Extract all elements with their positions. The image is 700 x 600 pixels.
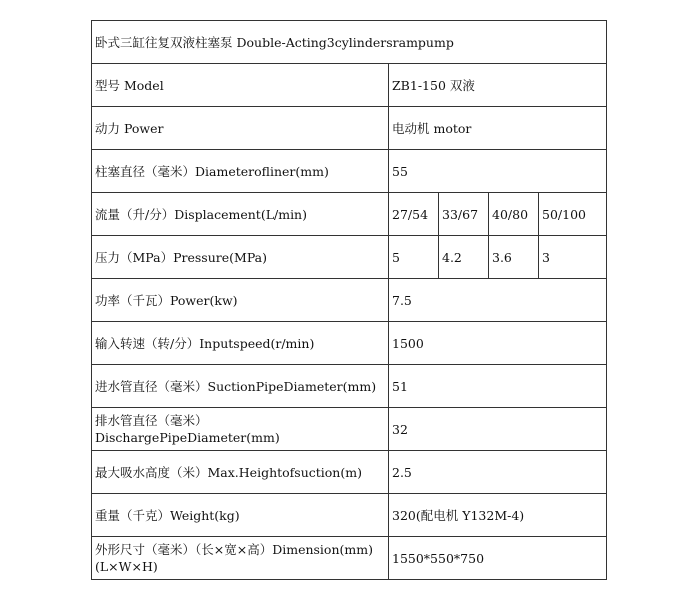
row-value-suction-pipe: 51 xyxy=(389,365,607,408)
row-label-displacement: 流量（升/分）Displacement(L/min) xyxy=(92,193,389,236)
pressure-value-1: 5 xyxy=(389,236,439,279)
table-row xyxy=(92,451,607,494)
row-value-suction-height: 2.5 xyxy=(389,451,607,494)
row-label-input-speed: 输入转速（转/分）Inputspeed(r/min) xyxy=(92,322,389,365)
row-label-plunger-diameter: 柱塞直径（毫米）Diameterofliner(mm) xyxy=(92,150,389,193)
pressure-value-3: 3.6 xyxy=(489,236,539,279)
row-value-plunger-diameter: 55 xyxy=(389,150,607,193)
row-label-suction-height: 最大吸水高度（米）Max.Heightofsuction(m) xyxy=(92,451,389,494)
displacement-value-4: 50/100 xyxy=(539,193,607,236)
row-value-weight: 320(配电机 Y132M-4) xyxy=(389,494,607,537)
row-label-weight: 重量（千克）Weight(kg) xyxy=(92,494,389,537)
row-value-power: 7.5 xyxy=(389,279,607,322)
table-row xyxy=(92,537,607,580)
displacement-value-1: 27/54 xyxy=(389,193,439,236)
row-label-dimensions: 外形尺寸（毫米）（长×宽×高）Dimension(mm)(L×W×H) xyxy=(92,537,389,580)
table-row xyxy=(92,279,607,322)
pressure-value-2: 4.2 xyxy=(439,236,489,279)
table-row xyxy=(92,150,607,193)
table-row xyxy=(92,64,607,107)
row-label-suction-pipe: 进水管直径（毫米）SuctionPipeDiameter(mm) xyxy=(92,365,389,408)
spec-table xyxy=(91,20,607,580)
row-label-power-source: 动力 Power xyxy=(92,107,389,150)
row-label-discharge-pipe: 排水管直径（毫米）DischargePipeDiameter(mm) xyxy=(92,408,389,451)
pressure-value-4: 3 xyxy=(539,236,607,279)
row-value-discharge-pipe: 32 xyxy=(389,408,607,451)
displacement-value-2: 33/67 xyxy=(439,193,489,236)
table-row xyxy=(92,193,607,236)
row-label-pressure: 压力（MPa）Pressure(MPa) xyxy=(92,236,389,279)
table-row xyxy=(92,494,607,537)
row-value-input-speed: 1500 xyxy=(389,322,607,365)
row-value-power-source: 电动机 motor xyxy=(389,107,607,150)
table-row xyxy=(92,236,607,279)
table-row xyxy=(92,107,607,150)
displacement-value-3: 40/80 xyxy=(489,193,539,236)
table-row xyxy=(92,365,607,408)
table-row xyxy=(92,408,607,451)
row-value-dimensions: 1550*550*750 xyxy=(389,537,607,580)
row-label-power: 功率（千瓦）Power(kw) xyxy=(92,279,389,322)
title-row xyxy=(92,21,607,64)
row-value-model: ZB1-150 双液 xyxy=(389,64,607,107)
table-row xyxy=(92,322,607,365)
table-title: 卧式三缸往复双液柱塞泵 Double-Acting3cylindersrampump xyxy=(92,21,607,64)
row-label-model: 型号 Model xyxy=(92,64,389,107)
